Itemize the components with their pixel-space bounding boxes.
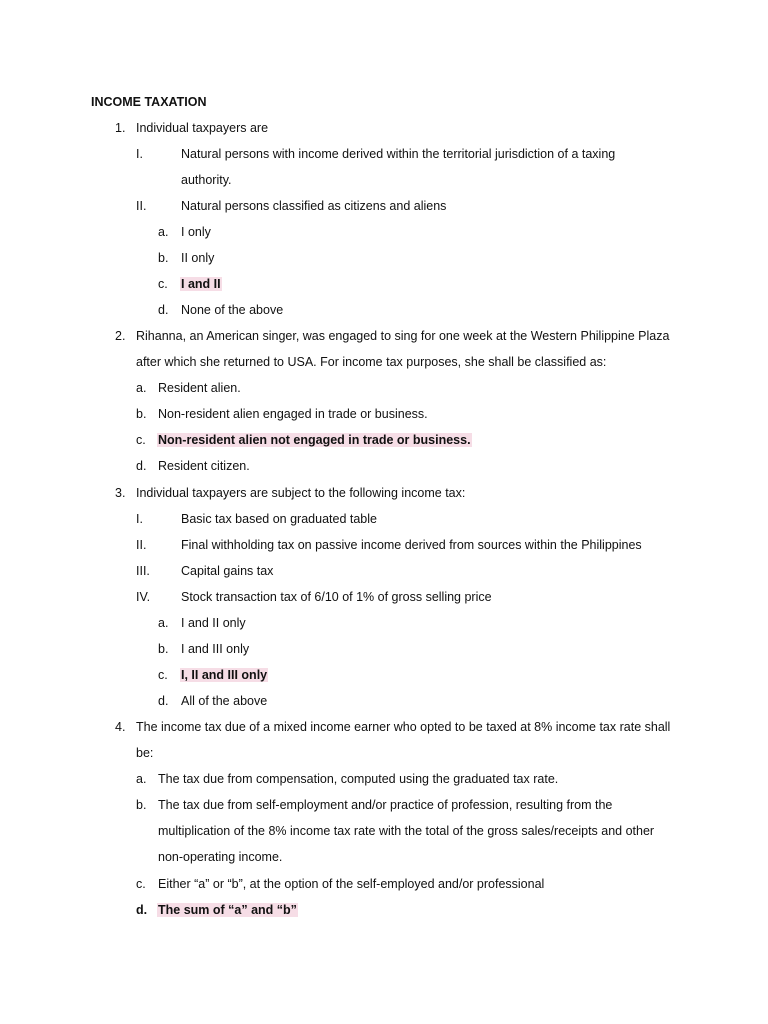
q2-answer-highlight: Non-resident alien not engaged in trade or business. [158,433,471,447]
q3-item-2-text: Final withholding tax on passive income derived from sources within the Philippines [181,538,642,552]
q2-choice-d-text: Resident citizen. [158,459,250,473]
q1-item-1-text: Natural persons with income derived within the territorial jurisdiction of a taxing [181,147,616,161]
q2-choice-b-label: b. [136,407,147,421]
question-4-text-line2: be: [136,746,154,760]
q1-choice-d-text: None of the above [181,303,284,317]
q3-item-1-text: Basic tax based on graduated table [181,512,377,526]
q4-choice-b-text-cont1: multiplication of the 8% income tax rate with the total of the gross sales/receipts and other [158,824,655,838]
q4-choice-d-label: d. [136,903,148,917]
q1-choice-c-label: c. [158,277,168,291]
q2-choice-a-label: a. [136,381,147,395]
q4-choice-b-label: b. [136,798,147,812]
q3-choice-b-label: b. [158,642,169,656]
q2-choice-a-text: Resident alien. [158,381,241,395]
q3-item-3-number: III. [136,564,150,578]
question-2-number: 2. [115,329,126,343]
q2-choice-d-label: d. [136,459,147,473]
q1-item-1-text-cont: authority. [181,173,232,187]
q3-answer-highlight: I, II and III only [181,668,268,682]
q3-item-2-number: II. [136,538,147,552]
question-3-text: Individual taxpayers are subject to the following income tax: [136,486,466,500]
document-title: INCOME TAXATION [91,95,207,109]
question-3-number: 3. [115,486,126,500]
q4-choice-c-text: Either “a” or “b”, at the option of the self-employed and/or professional [158,877,545,891]
q1-choice-d-label: d. [158,303,169,317]
q3-choice-b-text: I and III only [181,642,250,656]
q3-choice-a-text: I and II only [181,616,246,630]
q4-choice-a-label: a. [136,772,147,786]
q1-choice-b-label: b. [158,251,169,265]
q3-choice-c-label: c. [158,668,168,682]
q4-choice-b-text: The tax due from self-employment and/or practice of profession, resulting from the [158,798,613,812]
q3-item-3-text: Capital gains tax [181,564,274,578]
q1-choice-a-label: a. [158,225,169,239]
q3-choice-a-label: a. [158,616,169,630]
q1-item-2-text: Natural persons classified as citizens and aliens [181,199,447,213]
question-4-text-line1: The income tax due of a mixed income earner who opted to be taxed at 8% income tax rate shall [136,720,671,734]
q3-choice-d-text: All of the above [181,694,268,708]
q4-answer-highlight: The sum of “a” and “b” [158,903,297,917]
question-1-number: 1. [115,121,126,135]
q2-choice-c-label: c. [136,433,146,447]
q1-answer-highlight: I and II [181,277,221,291]
q3-item-4-text: Stock transaction tax of 6/10 of 1% of gross selling price [181,590,492,604]
q1-item-2-number: II. [136,199,147,213]
question-4-number: 4. [115,720,126,734]
question-2-text-line1: Rihanna, an American singer, was engaged to sing for one week at the Western Philippine Plaza [136,329,670,343]
q4-choice-a-text: The tax due from compensation, computed using the graduated tax rate. [158,772,559,786]
q4-choice-c-label: c. [136,877,146,891]
q3-item-1-number: I. [136,512,143,526]
q3-choice-d-label: d. [158,694,169,708]
question-2-text-line2: after which she returned to USA. For income tax purposes, she shall be classified as: [136,355,607,369]
q1-choice-b-text: II only [181,251,215,265]
q1-item-1-number: I. [136,147,143,161]
q3-item-4-number: IV. [136,590,151,604]
question-1-text: Individual taxpayers are [136,121,269,135]
q2-choice-b-text: Non-resident alien engaged in trade or business. [158,407,428,421]
q1-choice-a-text: I only [181,225,211,239]
q4-choice-b-text-cont2: non-operating income. [158,850,283,864]
